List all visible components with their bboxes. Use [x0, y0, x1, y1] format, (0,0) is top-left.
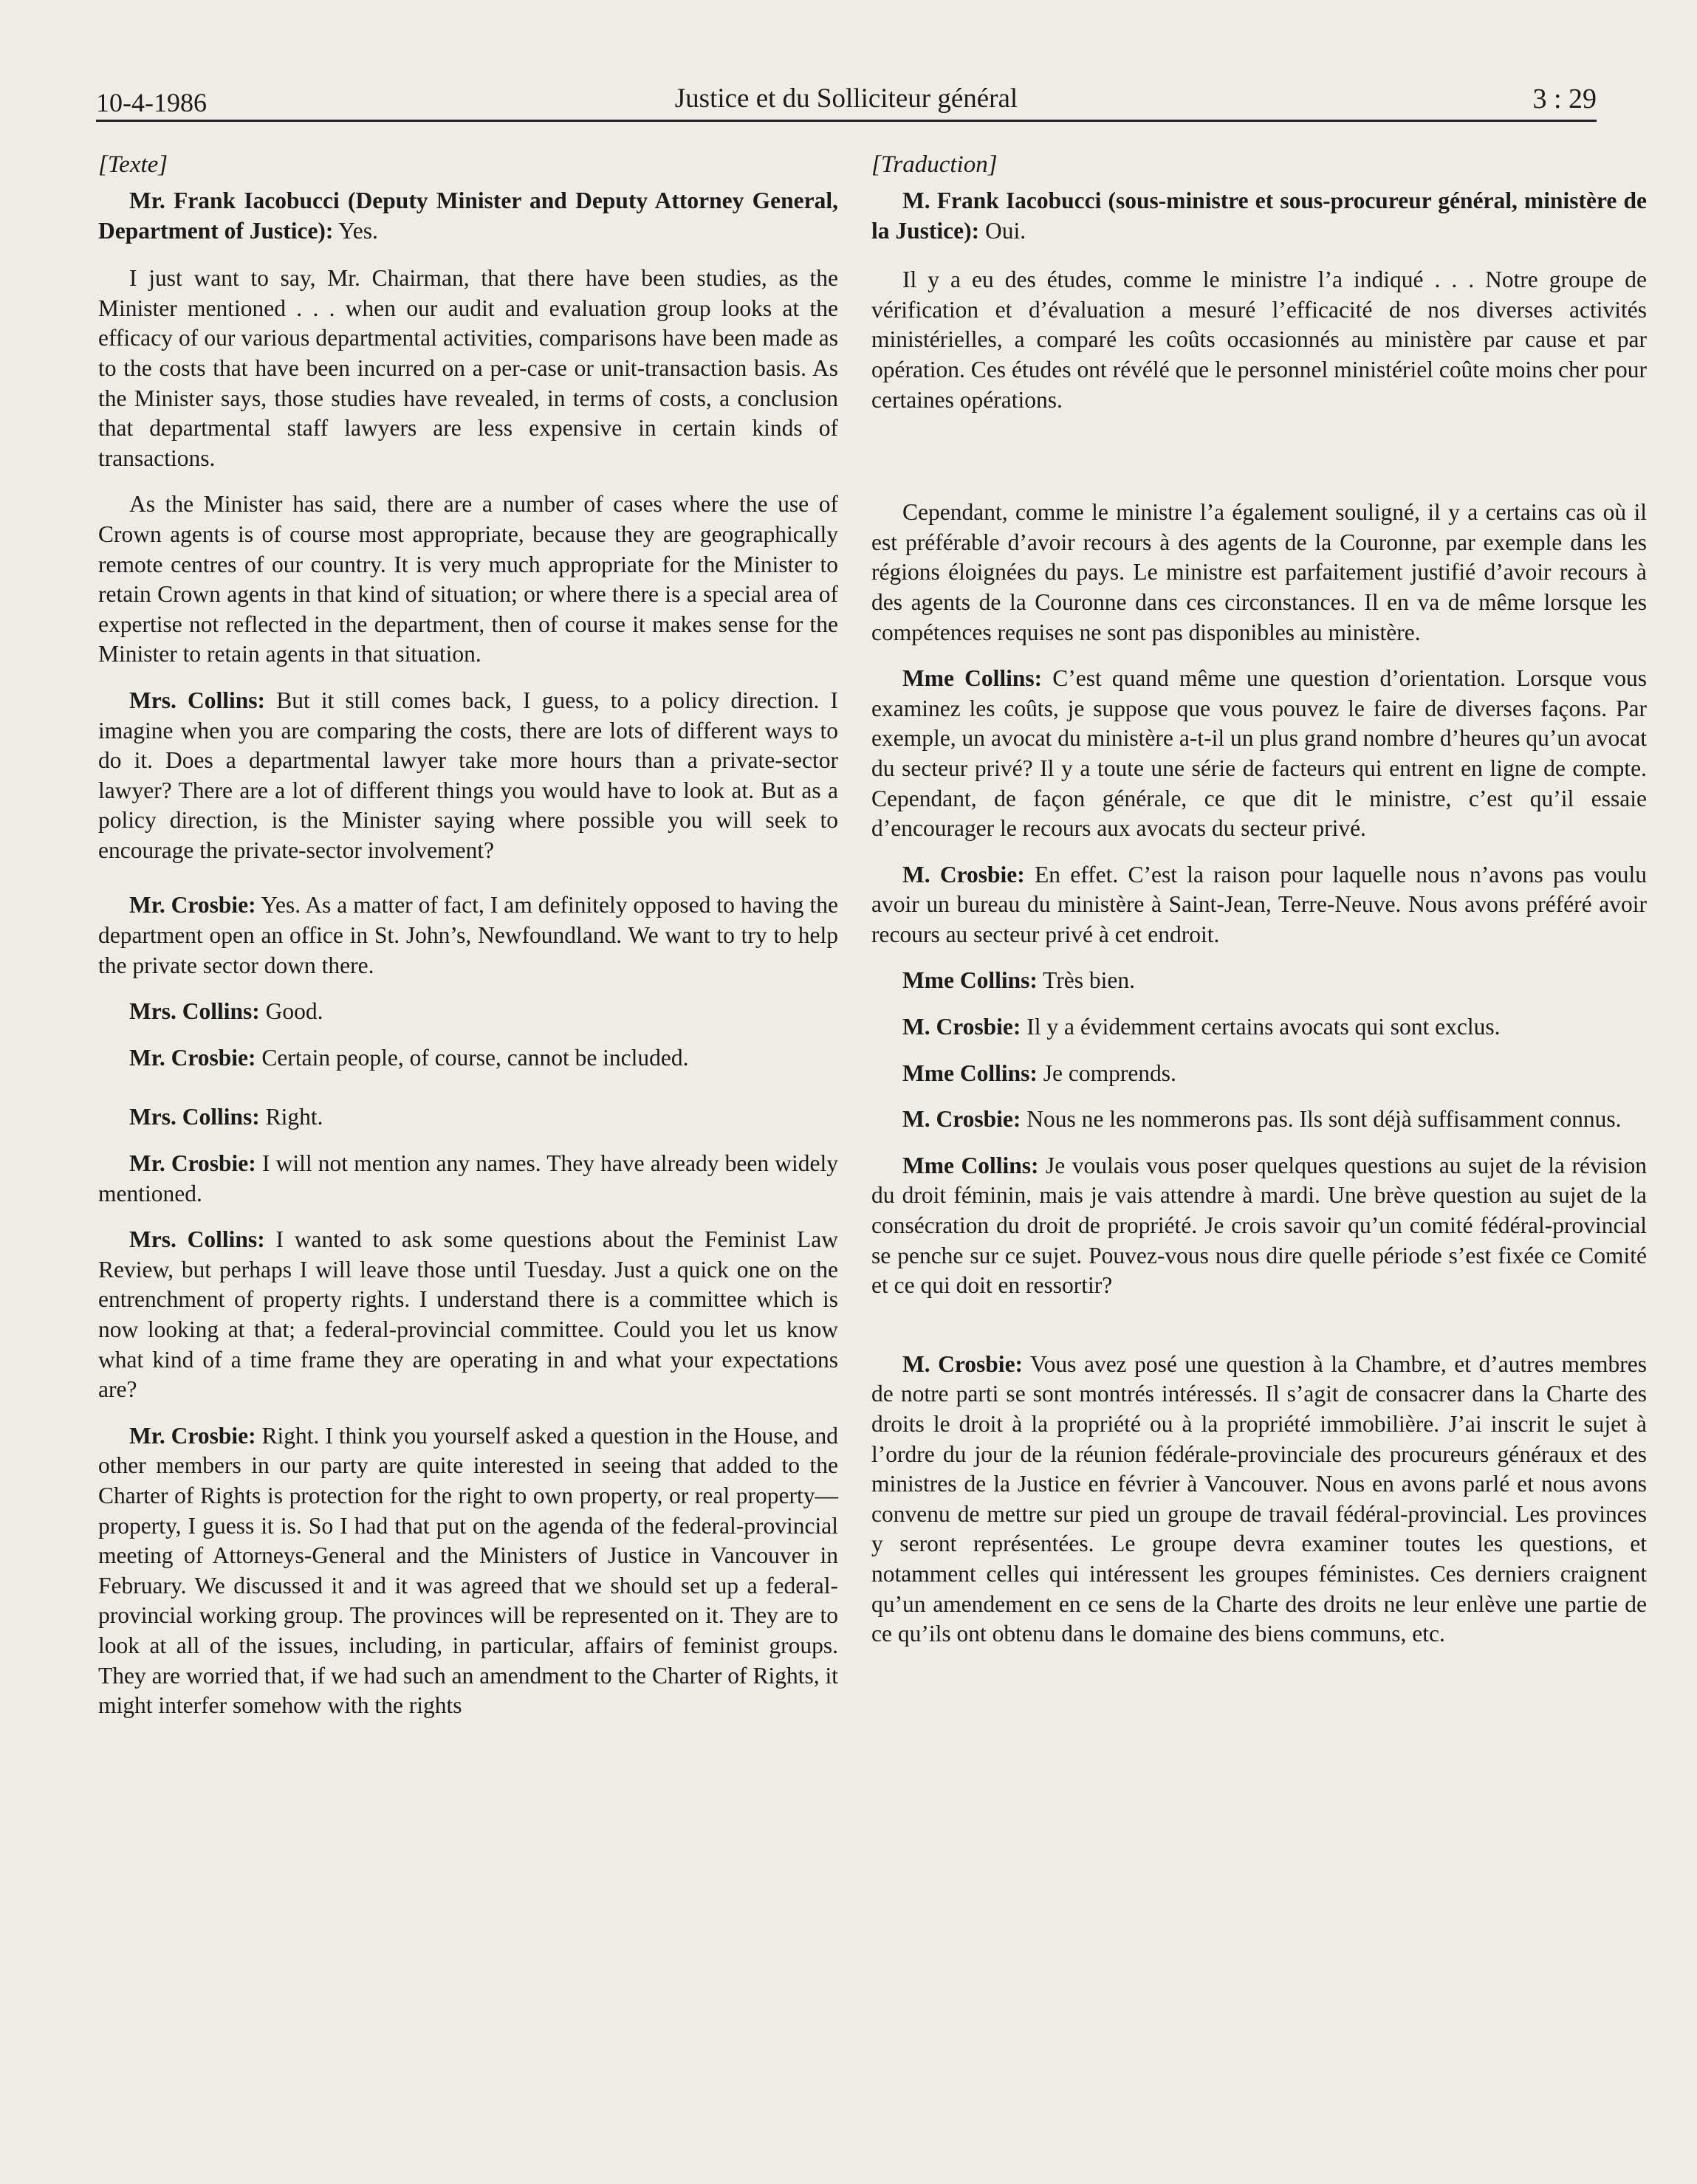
- paragraph: [871, 966, 1647, 996]
- speech-text: Oui.: [979, 217, 1026, 244]
- language-label: [Traduction]: [871, 151, 998, 178]
- paragraph: [98, 890, 838, 981]
- paragraph: [871, 1012, 1647, 1043]
- paragraph: [98, 264, 838, 473]
- paragraph: [98, 686, 838, 866]
- speech-text: Yes.: [333, 217, 378, 244]
- right-column: [871, 151, 1647, 1666]
- header-title: Justice et du Solliciteur général: [674, 83, 1018, 114]
- speaker-name: Mrs. Collins:: [129, 998, 260, 1025]
- paragraph: [98, 1043, 838, 1074]
- paragraph: [871, 860, 1647, 950]
- paragraph: [871, 664, 1647, 844]
- speaker-name: Mr. Frank Iacobucci (Deputy Minister and Deputy Attorney General, Department of Justice):: [98, 188, 838, 244]
- paragraph: [871, 1105, 1647, 1135]
- speech-text: As the Minister has said, there are a number of cases where the use of Crown agents is of course most appropriate, because they are geographically remote centres of our country. It is very much appropriate for the Minister to retain Crown agents in that kind of situation; or where there is a special area of expertise not reflected in the department, then of course it makes sense for the Minister to retain agents in that situation.: [98, 491, 838, 667]
- speaker-name: M. Crosbie:: [902, 1014, 1021, 1040]
- speech-text: I just want to say, Mr. Chairman, that there have been studies, as the Minister mentioned . . . when our audit and evaluation group looks at the efficacy of our various departmental activities, comparisons have been made as to the costs that have been incurred on a per-case or unit-transaction basis. As the Minister says, those studies have revealed, in terms of costs, a conclusion that departmental staff lawyers are less expensive in certain kinds of transactions.: [98, 265, 838, 471]
- speaker-name: Mr. Crosbie:: [129, 1422, 256, 1449]
- speaker-name: Mrs. Collins:: [129, 687, 266, 713]
- speaker-name: Mrs. Collins:: [129, 1104, 260, 1130]
- paragraph: [98, 490, 838, 670]
- speaker-name: Mme Collins:: [902, 665, 1043, 692]
- speaker-name: M. Crosbie:: [902, 1350, 1024, 1377]
- speech-text: C’est quand même une question d’orientation. Lorsque vous examinez les coûts, je suppose que vous pouvez le faire de diverses façons. Par exemple, un avocat du ministère a-t-il un plus grand nombre d’heures qu’un avocat du secteur privé? Il y a toute une série de facteurs qui entrent en ligne de compte. Cependant, de façon générale, ce que dit le ministre, c’est qu’il essaie d’encourager le recours aux avocats du secteur privé.: [871, 665, 1647, 842]
- speaker-name: Mr. Crosbie:: [129, 1044, 256, 1071]
- paragraph-gap: [871, 1317, 1647, 1350]
- speech-text: Vous avez posé une question à la Chambre, et d’autres membres de notre parti se sont montrés intéressés. Il s’agit de consacrer dans la Charte des droits le droit à la propriété ou à la propriété immobilière. J’ai inscrit le sujet à l’ordre du jour de la réunion fédérale-provinciale des procureurs généraux et des ministres de la Justice en février à Vancouver. Nous en avons parlé et nous avons convenu de mettre sur pied un groupe de travail fédéral-provincial. Les provinces y seront représentées. Le groupe devra examiner toutes les questions, et notamment celles qui intéressent les groupes féministes. Ces derniers craignent qu’un amendement en ce sens de la Charte des droits ne leur enlève une partie de ce qu’ils ont obtenu dans le domaine des biens communs, etc.: [871, 1350, 1647, 1647]
- speaker-name: M. Crosbie:: [902, 861, 1025, 887]
- speech-text: Je voulais vous poser quelques questions au sujet de la révision du droit féminin, mais je vais attendre à mardi. Une brève question au sujet de la consécration du droit de propriété. Je crois savoir qu’un comité fédéral-provincial se penche sur ce sujet. Pouvez-vous nous dire quelle période s’est fixée ce Comité et ce qui doit en ressortir?: [871, 1152, 1647, 1299]
- paragraph: [98, 1225, 838, 1405]
- speech-text: Il y a évidemment certains avocats qui sont exclus.: [1021, 1014, 1501, 1040]
- speaker-name: M. Frank Iacobucci (sous-ministre et sous-procureur général, ministère de la Justice):: [871, 188, 1647, 244]
- speech-text: Good.: [259, 998, 323, 1025]
- speech-text: Right. I think you yourself asked a question in the House, and other members in our party are quite interested in seeing that added to the Charter of Rights is protection for the right to own property, or real property—property, I guess it is. So I had that put on the agenda of the federal-provincial meeting of Attorneys-General and the Ministers of Justice in Vancouver in February. We discussed it and it was agreed that we should set up a federal-provincial working group. The provinces will be represented on it. They are to look at all of the issues, including, in particular, affairs of feminist groups. They are worried that, if we had such an amendment to the Charter of Rights, it might interfer somehow with the rights: [98, 1422, 838, 1719]
- speech-text: I will not mention any names. They have already been widely mentioned.: [98, 1150, 838, 1206]
- speech-text: En effet. C’est la raison pour laquelle nous n’avons pas voulu avoir un bureau du ministère à Saint-Jean, Terre-Neuve. Nous avons préféré avoir recours au secteur privé à cet endroit.: [871, 861, 1647, 947]
- page-header: [96, 74, 1597, 122]
- speech-text: I wanted to ask some questions about the Feminist Law Review, but perhaps I will leave those until Tuesday. Just a quick one on the entrenchment of property rights. I understand there is a committee which is now looking at that; a federal-provincial committee. Could you let us know what kind of a time frame they are operating in and what your expectations are?: [98, 1226, 838, 1403]
- speech-text: Nous ne les nommerons pas. Ils sont déjà suffisamment connus.: [1021, 1106, 1622, 1133]
- speech-text: Yes. As a matter of fact, I am definitely opposed to having the department open an office in St. John’s, Newfoundland. We want to try to help the private sector down there.: [98, 892, 838, 978]
- paragraph: [871, 265, 1647, 415]
- speaker-name: Mr. Crosbie:: [129, 892, 256, 918]
- paragraph: [98, 1421, 838, 1721]
- speech-text: Il y a eu des études, comme le ministre l’a indiqué . . . Notre groupe de vérification et d’évaluation a mesuré l’efficacité de nos diverses activités ministérielles, a comparé les coûts occasionnés au ministère par cause et par opération. Ces études ont révélé que le personnel ministériel coûte moins cher pour certaines opérations.: [871, 267, 1647, 413]
- speech-text: Certain people, of course, cannot be included.: [256, 1044, 689, 1071]
- speech-text: Right.: [259, 1104, 323, 1130]
- paragraph: [98, 1149, 838, 1209]
- paragraph: [871, 1059, 1647, 1089]
- left-column: [98, 151, 838, 1737]
- speech-text: Je comprends.: [1037, 1060, 1176, 1086]
- speaker-name: Mr. Crosbie:: [129, 1150, 256, 1177]
- header-page-number: 3 : 29: [1532, 83, 1597, 114]
- paragraph: [98, 186, 838, 246]
- language-label: [Texte]: [98, 151, 168, 178]
- speaker-name: M. Crosbie:: [902, 1106, 1021, 1133]
- paragraph: [98, 997, 838, 1027]
- header-date: 10-4-1986: [96, 88, 207, 117]
- speech-text: Très bien.: [1037, 967, 1136, 994]
- paragraph: [871, 498, 1647, 648]
- speaker-name: Mrs. Collins:: [129, 1226, 265, 1253]
- speech-text: But it still comes back, I guess, to a policy direction. I imagine when you are comparing the costs, there are lots of different ways to do it. Does a departmental lawyer take more hours than a private-sector lawyer? There are a lot of different things you would have to look at. But as a policy direction, is the Minister saying where possible you will seek to encourage the private-sector involvement?: [98, 687, 838, 863]
- paragraph: [871, 186, 1647, 246]
- speaker-name: Mme Collins:: [902, 1060, 1038, 1086]
- paragraph-gap: [871, 431, 1647, 498]
- speaker-name: Mme Collins:: [902, 967, 1038, 994]
- paragraph: [98, 1102, 838, 1133]
- speech-text: Cependant, comme le ministre l’a également souligné, il y a certains cas où il est préférable d’avoir recours à des agents de la Couronne, par exemple dans les régions éloignées du pays. Le ministre est parfaitement justifié d’avoir recours à des agents de la Couronne dans ces circonstances. Il en va de même lorsque les compétences requises ne sont pas disponibles au ministère.: [871, 499, 1647, 645]
- paragraph: [871, 1350, 1647, 1649]
- paragraph: [871, 1151, 1647, 1301]
- speaker-name: Mme Collins:: [902, 1152, 1039, 1178]
